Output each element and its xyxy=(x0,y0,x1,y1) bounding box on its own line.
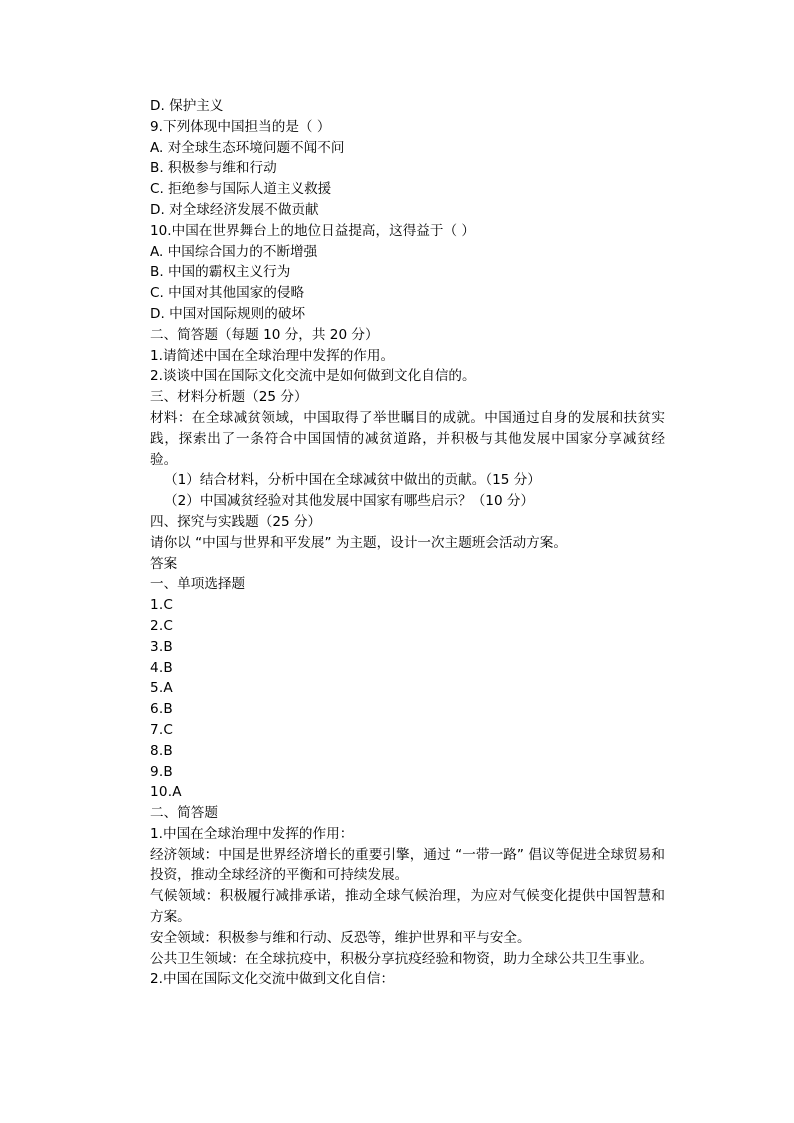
answer-item: 6.B xyxy=(150,701,173,718)
option-a: A. 中国综合国力的不断增强 xyxy=(150,243,318,260)
option-b: B. 中国的霸权主义行为 xyxy=(150,264,291,281)
material-text: 材料：在全球减贫领域，中国取得了举世瞩目的成就。中国通过自身的发展和扶贫实践，探索出了一条符合中国国情的减贫道路，并积极与其他发展中国家分享减贫经验。 xyxy=(150,409,665,468)
answers-section-short: 二、简答题 xyxy=(150,805,218,822)
short-answer-q1: 1.请简述中国在全球治理中发挥的作用。 xyxy=(150,347,395,364)
question-9: 9.下列体现中国担当的是（ ） xyxy=(150,118,331,135)
option-d-protectionism: D. 保护主义 xyxy=(150,98,224,114)
answers-heading: 答案 xyxy=(150,555,178,572)
answer-item: 3.B xyxy=(150,638,173,655)
option-b: B. 积极参与维和行动 xyxy=(150,160,277,177)
answer-item: 9.B xyxy=(150,763,173,780)
answer-economy: 经济领域：中国是世界经济增长的重要引擎，通过 “一带一路” 倡议等促进全球贸易和投资，推动全球经济的平衡和可持续发展。 xyxy=(150,846,665,884)
option-d: D. 对全球经济发展不做贡献 xyxy=(150,201,319,218)
answer-item: 2.C xyxy=(150,617,174,634)
answer-item: 1.C xyxy=(150,597,174,614)
question-10: 10.中国在世界舞台上的地位日益提高，这得益于（ ） xyxy=(150,222,476,239)
answer-short-1-heading: 1.中国在全球治理中发挥的作用： xyxy=(150,825,354,842)
answer-item: 7.C xyxy=(150,721,174,738)
answer-item: 5.A xyxy=(150,680,173,697)
option-c: C. 中国对其他国家的侵略 xyxy=(150,285,305,302)
option-c: C. 拒绝参与国际人道主义救援 xyxy=(150,181,332,198)
material-q2: （2）中国减贫经验对其他发展中国家有哪些启示？（10 分） xyxy=(164,493,535,510)
answer-item: 4.B xyxy=(150,659,173,676)
answer-public-health: 公共卫生领域：在全球抗疫中，积极分享抗疫经验和物资，助力全球公共卫生事业。 xyxy=(150,950,653,967)
answer-short-2-heading: 2.中国在国际文化交流中做到文化自信： xyxy=(150,971,395,988)
inquiry-task: 请你以 “中国与世界和平发展” 为主题，设计一次主题班会活动方案。 xyxy=(150,534,567,551)
section-heading-inquiry: 四、探究与实践题（25 分） xyxy=(150,513,322,530)
answers-section-choice: 一、单项选择题 xyxy=(150,576,246,593)
answer-item: 8.B xyxy=(150,742,173,759)
answer-security: 安全领域：积极参与维和行动、反恐等，维护世界和平与安全。 xyxy=(150,929,531,946)
document-page xyxy=(150,96,665,990)
section-heading-short-answer: 二、简答题（每题 10 分，共 20 分） xyxy=(150,326,379,343)
option-d: D. 中国对国际规则的破坏 xyxy=(150,305,306,322)
section-heading-material-analysis: 三、材料分析题（25 分） xyxy=(150,389,308,406)
material-q1: （1）结合材料，分析中国在全球减贫中做出的贡献。（15 分） xyxy=(164,472,541,489)
short-answer-q2: 2.谈谈中国在国际文化交流中是如何做到文化自信的。 xyxy=(150,368,476,385)
answer-item: 10.A xyxy=(150,784,182,801)
option-a: A. 对全球生态环境问题不闻不问 xyxy=(150,139,345,156)
answer-climate: 气候领域：积极履行减排承诺，推动全球气候治理，为应对气候变化提供中国智慧和方案。 xyxy=(150,888,665,926)
